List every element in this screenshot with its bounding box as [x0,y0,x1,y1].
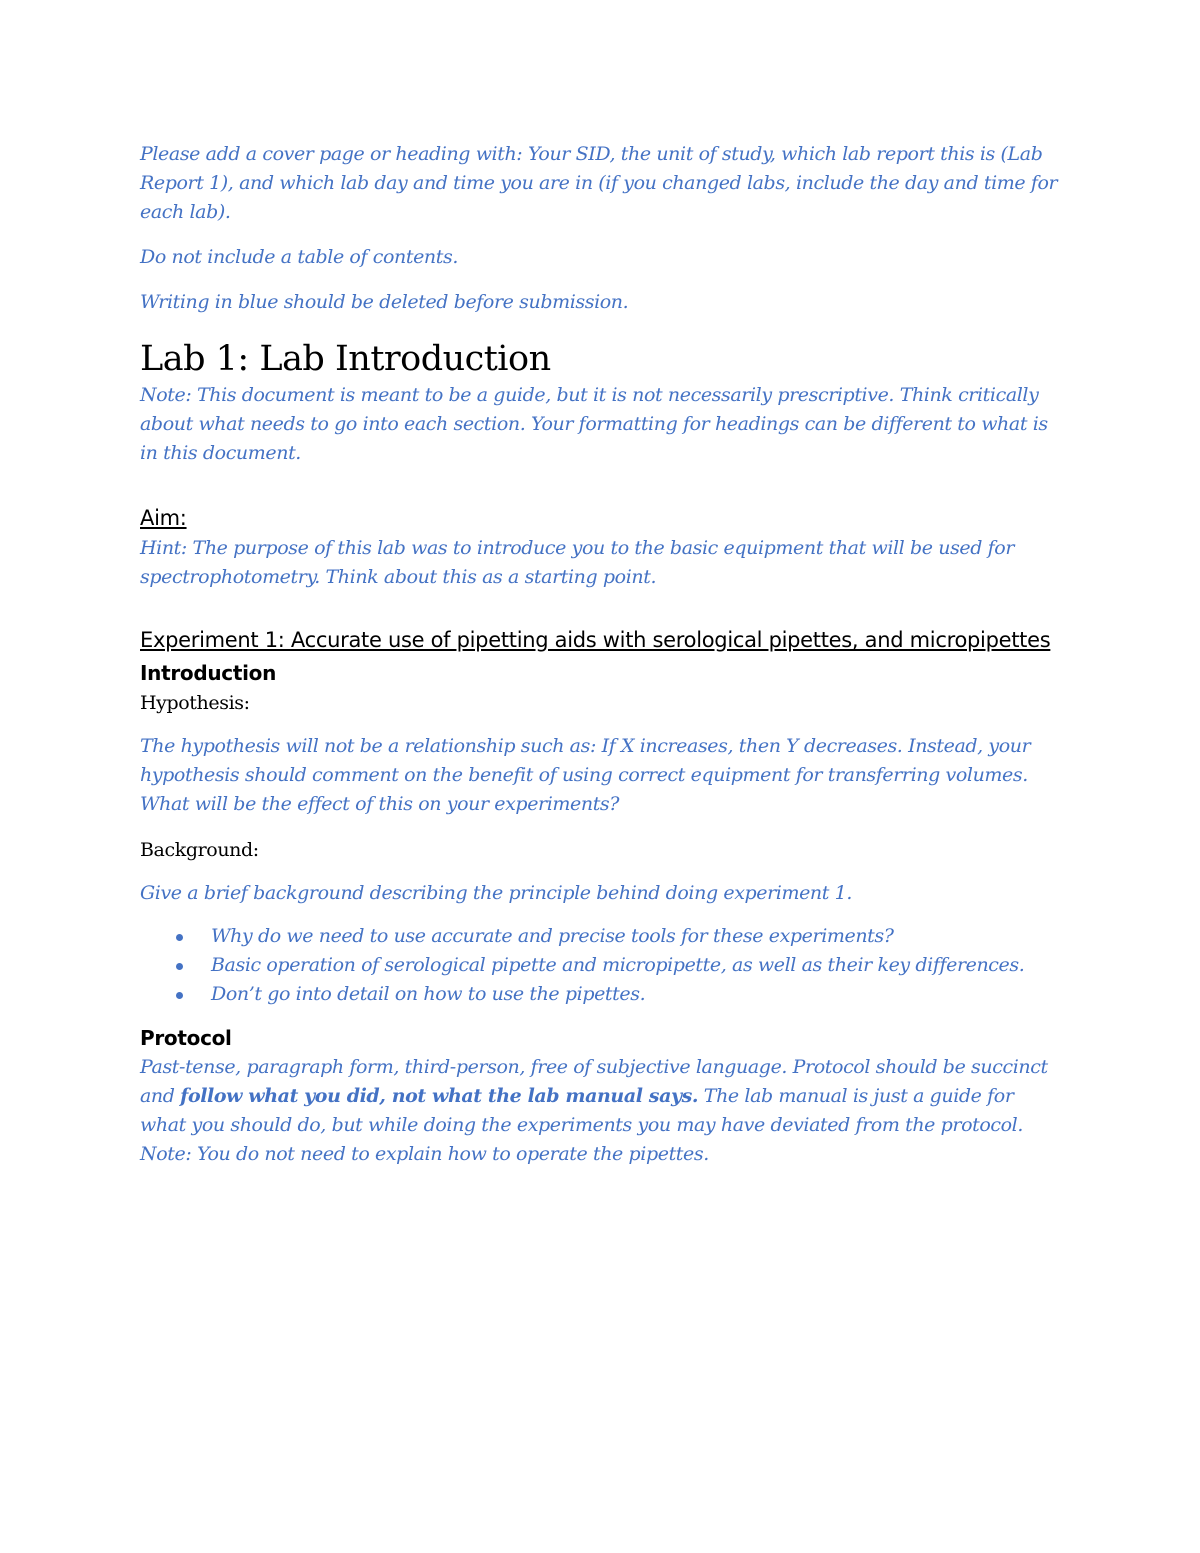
bullet-text: Why do we need to use accurate and precise tools for these experiments? [211,925,894,947]
page-title: Lab 1: Lab Introduction [140,339,551,379]
protocol-text [140,1053,1060,1169]
bullet-icon [176,963,183,970]
introduction-heading: Introduction [140,661,277,685]
toc-instruction: Do not include a table of contents. [140,246,458,268]
experiment1-heading: Experiment 1: Accurate use of pipetting aids with serological pipettes, and micropipettes [140,628,1051,652]
bullet-icon [176,934,183,941]
background-bullet-list [140,922,1060,1009]
list-item [176,980,1060,1009]
delete-instruction: Writing in blue should be deleted before submission. [140,291,629,313]
aim-heading: Aim: [140,506,187,530]
protocol-heading: Protocol [140,1026,232,1050]
aim-hint: Hint: The purpose of this lab was to introduce you to the basic equipment that will be used for spectrophotometry. Think about this as a starting point. [140,537,1015,588]
protocol-text-start: Past-tense, paragraph form, third-person, free of subjective language. Protocol should be succinct and [140,1056,1048,1107]
cover-instruction: Please add a cover page or heading with: Your SID, the unit of study, which lab report this is (Lab Report 1), and which lab day and time you are in (if you changed labs, include the day and time for each lab). [140,143,1058,223]
list-item [176,922,1060,951]
hypothesis-label: Hypothesis: [140,692,250,714]
background-text: Give a brief background describing the principle behind doing experiment 1. [140,882,852,904]
protocol-text-end: The lab manual is just a guide for what you should do, but while doing the experiments you may have deviated from the protocol. Note: You do not need to explain how to operate the pipettes. [140,1085,1024,1165]
protocol-text-emphasis: follow what you did, not what the lab manual says. [180,1085,699,1107]
bullet-icon [176,992,183,999]
bullet-text: Basic operation of serological pipette and micropipette, as well as their key differences. [211,954,1025,976]
list-item [176,951,1060,980]
bullet-text: Don’t go into detail on how to use the pipettes. [211,983,646,1005]
document-page [140,140,1060,1169]
guide-note: Note: This document is meant to be a guide, but it is not necessarily prescriptive. Think critically about what needs to go into each section. Your formatting for headings can be different to what is in this document. [140,384,1048,464]
background-label: Background: [140,839,259,861]
hypothesis-text: The hypothesis will not be a relationship such as: If X increases, then Y decreases. Instead, your hypothesis should comment on the benefit of using correct equipment for transferring volumes. What will be the effect of this on your experiments? [140,735,1031,815]
